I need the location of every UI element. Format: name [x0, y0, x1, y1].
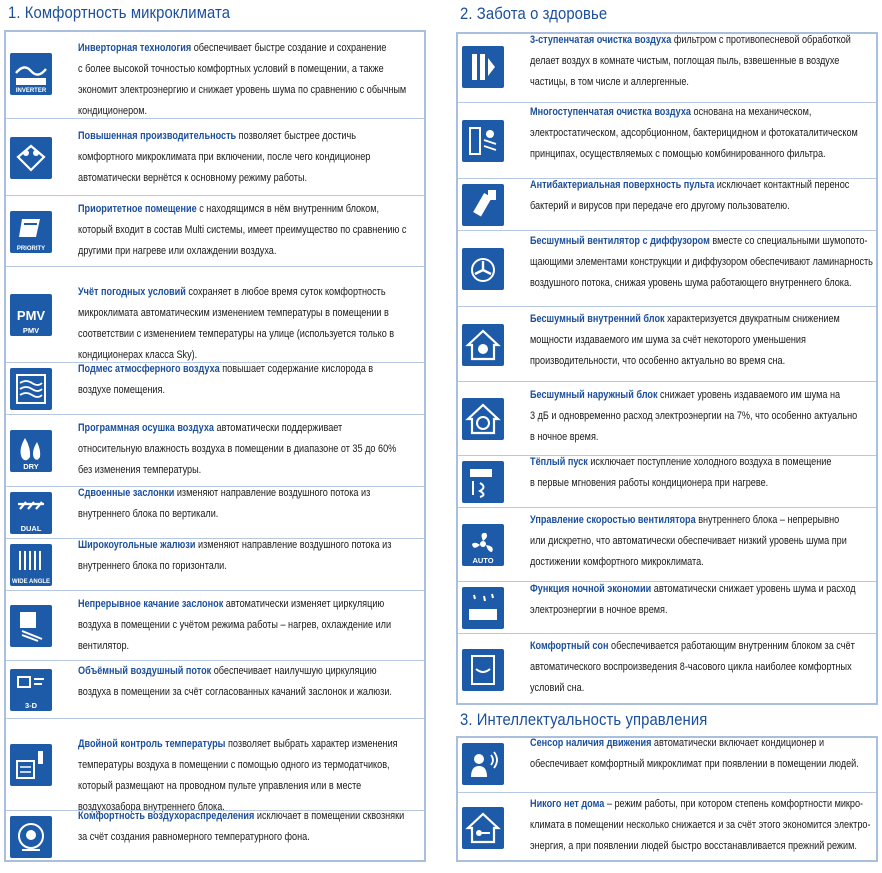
description-text: снижает уровень издаваемого им шума на: [657, 389, 841, 401]
feature-description: [78, 418, 420, 481]
description-line: [530, 123, 858, 144]
feature-name: Многоступенчатая очистка воздуха: [530, 106, 691, 118]
description-text: комфортного микроклимата при включении, после чего кондиционер: [78, 151, 371, 163]
feature-description: [78, 38, 420, 122]
feature-description: [530, 733, 872, 775]
feature-item: [6, 118, 424, 196]
description-line: [530, 30, 851, 51]
description-line: [78, 776, 372, 797]
feature-description: [530, 579, 872, 621]
description-text: соответствии с изменением температуры на улице (используется только в: [78, 328, 395, 340]
description-line: [78, 168, 372, 189]
feature-name: Управление скоростью вентилятора: [530, 514, 696, 526]
description-line: [78, 418, 372, 439]
svg-text:DUAL: DUAL: [20, 524, 42, 533]
description-text: автоматически снижает уровень шума и расход: [651, 583, 856, 595]
description-line: [78, 483, 372, 504]
feature-name: Подмес атмосферного воздуха: [78, 363, 220, 375]
description-text: внутреннего блока по горизонтали.: [78, 560, 227, 572]
description-text: электростатическом, адсорбционном, бактерицидном и фотокаталитическом: [530, 127, 858, 139]
dry-icon: [10, 430, 52, 472]
description-text: позволяет быстрее достичь: [236, 130, 356, 142]
description-line: [78, 303, 389, 324]
feature-name: Никого нет дома: [530, 798, 605, 810]
feature-name: Сенсор наличия движения: [530, 737, 652, 749]
description-line: [78, 359, 372, 380]
feature-item: [458, 32, 876, 102]
feature-name: Объёмный воздушный поток: [78, 665, 212, 677]
description-line: [530, 72, 824, 93]
feature-name: Комфортный сон: [530, 640, 609, 652]
multi-stage-filter-icon: [462, 120, 504, 162]
feature-description: [78, 126, 420, 189]
description-text: относительную влажность воздуха в помещении в диапазоне от 35 до 60%: [78, 443, 397, 455]
description-line: [530, 552, 824, 573]
feature-panel: [456, 736, 878, 862]
description-line: [78, 282, 386, 303]
feature-name: Бесшумный внутренний блок: [530, 313, 665, 325]
description-text: позволяет выбрать характер изменения: [225, 738, 398, 750]
hot-start-icon: [462, 461, 504, 503]
description-text: автоматически вернётся к основному режиму работы.: [78, 172, 308, 184]
description-text: кондиционерах класса Sky).: [78, 349, 198, 361]
description-line: [530, 531, 847, 552]
description-line: [530, 196, 824, 217]
description-text: воздухозабора внутреннего блока.: [78, 801, 225, 813]
description-line: [530, 273, 852, 294]
description-text: обеспечивает наилучшую циркуляцию: [211, 665, 377, 677]
description-line: [530, 815, 871, 836]
description-line: [530, 836, 857, 857]
description-text: изменяют направление воздушного потока из: [174, 487, 371, 499]
description-text: энергия, а при появлении людей быстро восстанавливается прежний режим.: [530, 840, 857, 852]
svg-text:PMV: PMV: [16, 308, 46, 323]
dual-flap-icon: [10, 492, 52, 534]
svg-text:AUTO: AUTO: [472, 556, 494, 565]
feature-description: [78, 282, 420, 366]
description-line: [530, 678, 824, 699]
description-text: исключает поступление холодного воздуха в помещение: [587, 456, 832, 468]
feature-name: Программная осушка воздуха: [78, 422, 215, 434]
description-text: повышает содержание кислорода в: [219, 363, 374, 375]
description-text: автоматически поддерживает: [214, 422, 343, 434]
description-text: щающими элементами конструкции и диффузором обеспечивают ламинарность: [530, 256, 873, 268]
feature-item: [458, 633, 876, 706]
feature-description: [530, 452, 872, 494]
description-text: исключает в помещении сквозняки: [254, 810, 405, 822]
description-text: с более высокой точностью комфортных условий в помещении, а также: [78, 63, 384, 75]
feature-item: [6, 30, 424, 118]
description-line: [78, 38, 387, 59]
feature-name: Широкоугольные жалюзи: [78, 539, 196, 551]
description-text: условий сна.: [530, 682, 585, 694]
feature-name: Повышенная производительность: [78, 130, 237, 142]
feature-name: Антибактериальная поверхность пульта: [530, 179, 715, 191]
description-text: изменяют направление воздушного потока из: [195, 539, 392, 551]
description-text: характеризуется двукратным снижением: [664, 313, 840, 325]
description-line: [78, 147, 372, 168]
description-text: делает воздух в комнате чистым, поглощая пыль, взвешенные в воздухе: [530, 55, 840, 67]
feature-name: Приоритетное помещение: [78, 203, 197, 215]
feature-description: [530, 175, 872, 217]
description-line: [530, 754, 859, 775]
feature-name: Двойной контроль температуры: [78, 738, 226, 750]
description-text: обеспечивается работающим внутренним блоком за счёт: [608, 640, 855, 652]
description-text: электроэнергии в ночное время.: [530, 604, 668, 616]
inverter-control-icon: [10, 53, 52, 95]
feature-description: [78, 594, 420, 657]
feature-panel: [4, 30, 426, 862]
description-text: другими при нагреве или охлаждении воздуха.: [78, 245, 277, 257]
night-economy-icon: [462, 587, 504, 629]
description-line: [78, 460, 372, 481]
description-text: внутреннего блока – непрерывно: [695, 514, 840, 526]
description-line: [78, 220, 407, 241]
feature-item: [6, 362, 424, 415]
description-line: [530, 636, 855, 657]
description-line: [78, 80, 407, 101]
description-line: [530, 102, 824, 123]
description-text: производительности, что особенно актуально во время сна.: [530, 355, 786, 367]
feature-item: [6, 538, 424, 591]
description-text: принципах, осуществляемых с помощью комбинированного фильтра.: [530, 148, 826, 160]
fan-speed-icon: [462, 524, 504, 566]
description-line: [530, 473, 824, 494]
high-power-icon: [10, 137, 52, 179]
description-text: вентилятор.: [78, 640, 130, 652]
description-line: [78, 682, 392, 703]
svg-text:3-D: 3-D: [24, 701, 38, 710]
feature-item: [458, 736, 876, 792]
description-text: за счёт создания равномерного температурного фона.: [78, 831, 310, 843]
feature-item: [458, 455, 876, 508]
description-text: вместе со специальными шумопото-: [709, 235, 868, 247]
nobody-home-icon: [462, 807, 504, 849]
description-line: [78, 504, 372, 525]
description-text: бактерий и вирусов при передаче его другому пользователю.: [530, 200, 790, 212]
description-text: частицы, в том числе и аллергенные.: [530, 76, 689, 88]
feature-description: [78, 483, 420, 525]
description-text: 3 дБ и одновременно расход электроэнергии на 7%, что особенно актуально: [530, 410, 858, 422]
description-text: автоматического воспроизведения 8-часового цикла наиболее комфортных: [530, 661, 852, 673]
description-line: [78, 126, 372, 147]
description-text: воздухе помещения.: [78, 384, 165, 396]
description-line: [530, 452, 832, 473]
description-line: [78, 59, 384, 80]
description-text: основана на механическом,: [690, 106, 812, 118]
description-line: [530, 579, 856, 600]
priority-icon: [10, 211, 52, 253]
description-line: [78, 594, 385, 615]
description-text: воздуха в помещении за счёт согласованных качаний заслонок и жалюзи.: [78, 686, 392, 698]
section-title: 2. Забота о здоровье: [460, 5, 608, 23]
feature-description: [78, 806, 420, 848]
feature-panel: [456, 32, 878, 705]
section-title: 3. Интеллектуальность управления: [460, 711, 708, 729]
feature-item: [6, 486, 424, 539]
feature-name: Функция ночной экономии: [530, 583, 652, 595]
feature-description: [78, 535, 420, 577]
feature-item: [458, 178, 876, 231]
description-text: сохраняет в любое время суток комфортность: [185, 286, 386, 298]
feature-item: [6, 718, 424, 811]
description-line: [530, 406, 858, 427]
feature-item: [458, 581, 876, 634]
description-line: [78, 324, 395, 345]
feature-description: [530, 102, 872, 165]
description-line: [78, 806, 405, 827]
description-text: автоматически включает кондиционер и: [651, 737, 825, 749]
feature-name: Инверторная технология: [78, 42, 192, 54]
silent-fan-icon: [462, 248, 504, 290]
comfort-airflow-icon: [10, 816, 52, 858]
description-text: без изменения температуры.: [78, 464, 202, 476]
description-line: [530, 144, 824, 165]
feature-name: Учёт погодных условий: [78, 286, 186, 298]
description-line: [530, 351, 824, 372]
description-line: [78, 827, 372, 848]
svg-text:WIDE ANGLE: WIDE ANGLE: [11, 579, 51, 585]
feature-description: [78, 359, 420, 401]
description-line: [530, 657, 852, 678]
feature-name: Непрерывное качание заслонок: [78, 598, 224, 610]
section-title: 1. Комфортность микроклимата: [8, 4, 231, 22]
description-text: с находящимся в нём внутренним блоком,: [196, 203, 380, 215]
description-line: [78, 439, 397, 460]
description-line: [530, 385, 841, 406]
feature-description: [78, 661, 420, 703]
feature-item: [458, 792, 876, 863]
swing-icon: [10, 605, 52, 647]
feature-name: Тёплый пуск: [530, 456, 588, 468]
description-text: температуры воздуха в помещении с помощью одного из термодатчиков,: [78, 759, 390, 771]
svg-text:INVERTER: INVERTER: [15, 88, 47, 94]
antibacterial-remote-icon: [462, 184, 504, 226]
feature-item: [6, 414, 424, 487]
feature-name: Бесшумный вентилятор с диффузором: [530, 235, 710, 247]
description-line: [78, 241, 372, 262]
description-line: [78, 199, 380, 220]
description-text: который размещают на проводном пульте управления или в месте: [78, 780, 362, 792]
description-line: [78, 734, 398, 755]
description-text: кондиционером.: [78, 105, 148, 117]
three-stage-filter-icon: [462, 46, 504, 88]
wide-angle-icon: [10, 544, 52, 586]
silent-indoor-icon: [462, 324, 504, 366]
feature-description: [530, 231, 872, 294]
feature-item: [458, 230, 876, 307]
svg-text:PRIORITY: PRIORITY: [16, 245, 46, 252]
description-line: [78, 615, 392, 636]
description-line: [530, 252, 873, 273]
description-line: [530, 510, 840, 531]
feature-item: [6, 660, 424, 719]
description-text: внутреннего блока по вертикали.: [78, 508, 219, 520]
description-text: обеспечивает комфортный микроклимат при появлении в помещении людей.: [530, 758, 859, 770]
description-line: [530, 175, 850, 196]
feature-description: [530, 309, 872, 372]
description-line: [78, 380, 372, 401]
3d-airflow-icon: [10, 669, 52, 711]
feature-description: [530, 385, 872, 448]
feature-description: [530, 794, 872, 857]
description-line: [78, 556, 372, 577]
description-line: [78, 755, 390, 776]
description-text: или дискретно, что автоматически обеспечивает низкий уровень шума при: [530, 535, 847, 547]
description-text: мощности издаваемого им шума за счёт некоторого уменьшения: [530, 334, 806, 346]
description-line: [530, 309, 840, 330]
svg-text:PMV: PMV: [22, 326, 40, 335]
description-text: в ночное время.: [530, 431, 599, 443]
feature-item: [458, 102, 876, 179]
description-text: автоматически изменяет циркуляцию: [223, 598, 385, 610]
feature-item: [6, 266, 424, 363]
feature-item: [6, 590, 424, 661]
feature-item: [458, 381, 876, 456]
motion-sensor-icon: [462, 743, 504, 785]
feature-name: 3-ступенчатая очистка воздуха: [530, 34, 672, 46]
description-text: воздушного потока, снижая уровень шума работающего внутреннего блока.: [530, 277, 852, 289]
description-line: [530, 733, 824, 754]
description-text: который входит в состав Multi системы, имеет преимущество по сравнению с: [78, 224, 407, 236]
feature-item: [6, 810, 424, 863]
fresh-air-icon: [10, 368, 52, 410]
description-line: [78, 636, 372, 657]
description-text: экономит электроэнергию и снижает уровень шума по сравнению с обычным: [78, 84, 407, 96]
comfort-sleep-icon: [462, 649, 504, 691]
feature-description: [530, 510, 872, 573]
description-text: исключает контактный перенос: [714, 179, 850, 191]
description-line: [530, 231, 868, 252]
description-line: [530, 330, 824, 351]
description-text: микроклимата автоматическим изменением температуры в помещении в: [78, 307, 389, 319]
dual-sensor-icon: [10, 744, 52, 786]
description-text: фильтром с противопесневой обработкой: [671, 34, 851, 46]
description-line: [78, 535, 392, 556]
description-line: [530, 427, 824, 448]
svg-text:DRY: DRY: [23, 462, 39, 471]
description-text: достижении комфортного микроклимата.: [530, 556, 704, 568]
feature-name: Бесшумный наружный блок: [530, 389, 658, 401]
description-line: [530, 794, 864, 815]
feature-name: Сдвоенные заслонки: [78, 487, 175, 499]
description-text: климата в помещении несколько снижается и за счёт этого экономится электро-: [530, 819, 871, 831]
silent-outdoor-icon: [462, 398, 504, 440]
feature-item: [6, 195, 424, 267]
description-text: воздуха в помещении с учётом режима работы – нагрев, охлаждение или: [78, 619, 392, 631]
feature-name: Комфортность воздухораспределения: [78, 810, 255, 822]
description-line: [530, 600, 824, 621]
description-text: в первые мгновения работы кондиционера при нагреве.: [530, 477, 769, 489]
feature-description: [78, 199, 420, 262]
pmv-icon: [10, 294, 52, 336]
description-line: [530, 51, 840, 72]
feature-description: [530, 30, 872, 93]
description-text: обеспечивает быстре создание и сохранение: [191, 42, 387, 54]
description-line: [78, 661, 377, 682]
feature-description: [530, 636, 872, 699]
description-text: – режим работы, при котором степень комфортности микро-: [604, 798, 864, 810]
feature-item: [458, 507, 876, 582]
feature-item: [458, 306, 876, 382]
